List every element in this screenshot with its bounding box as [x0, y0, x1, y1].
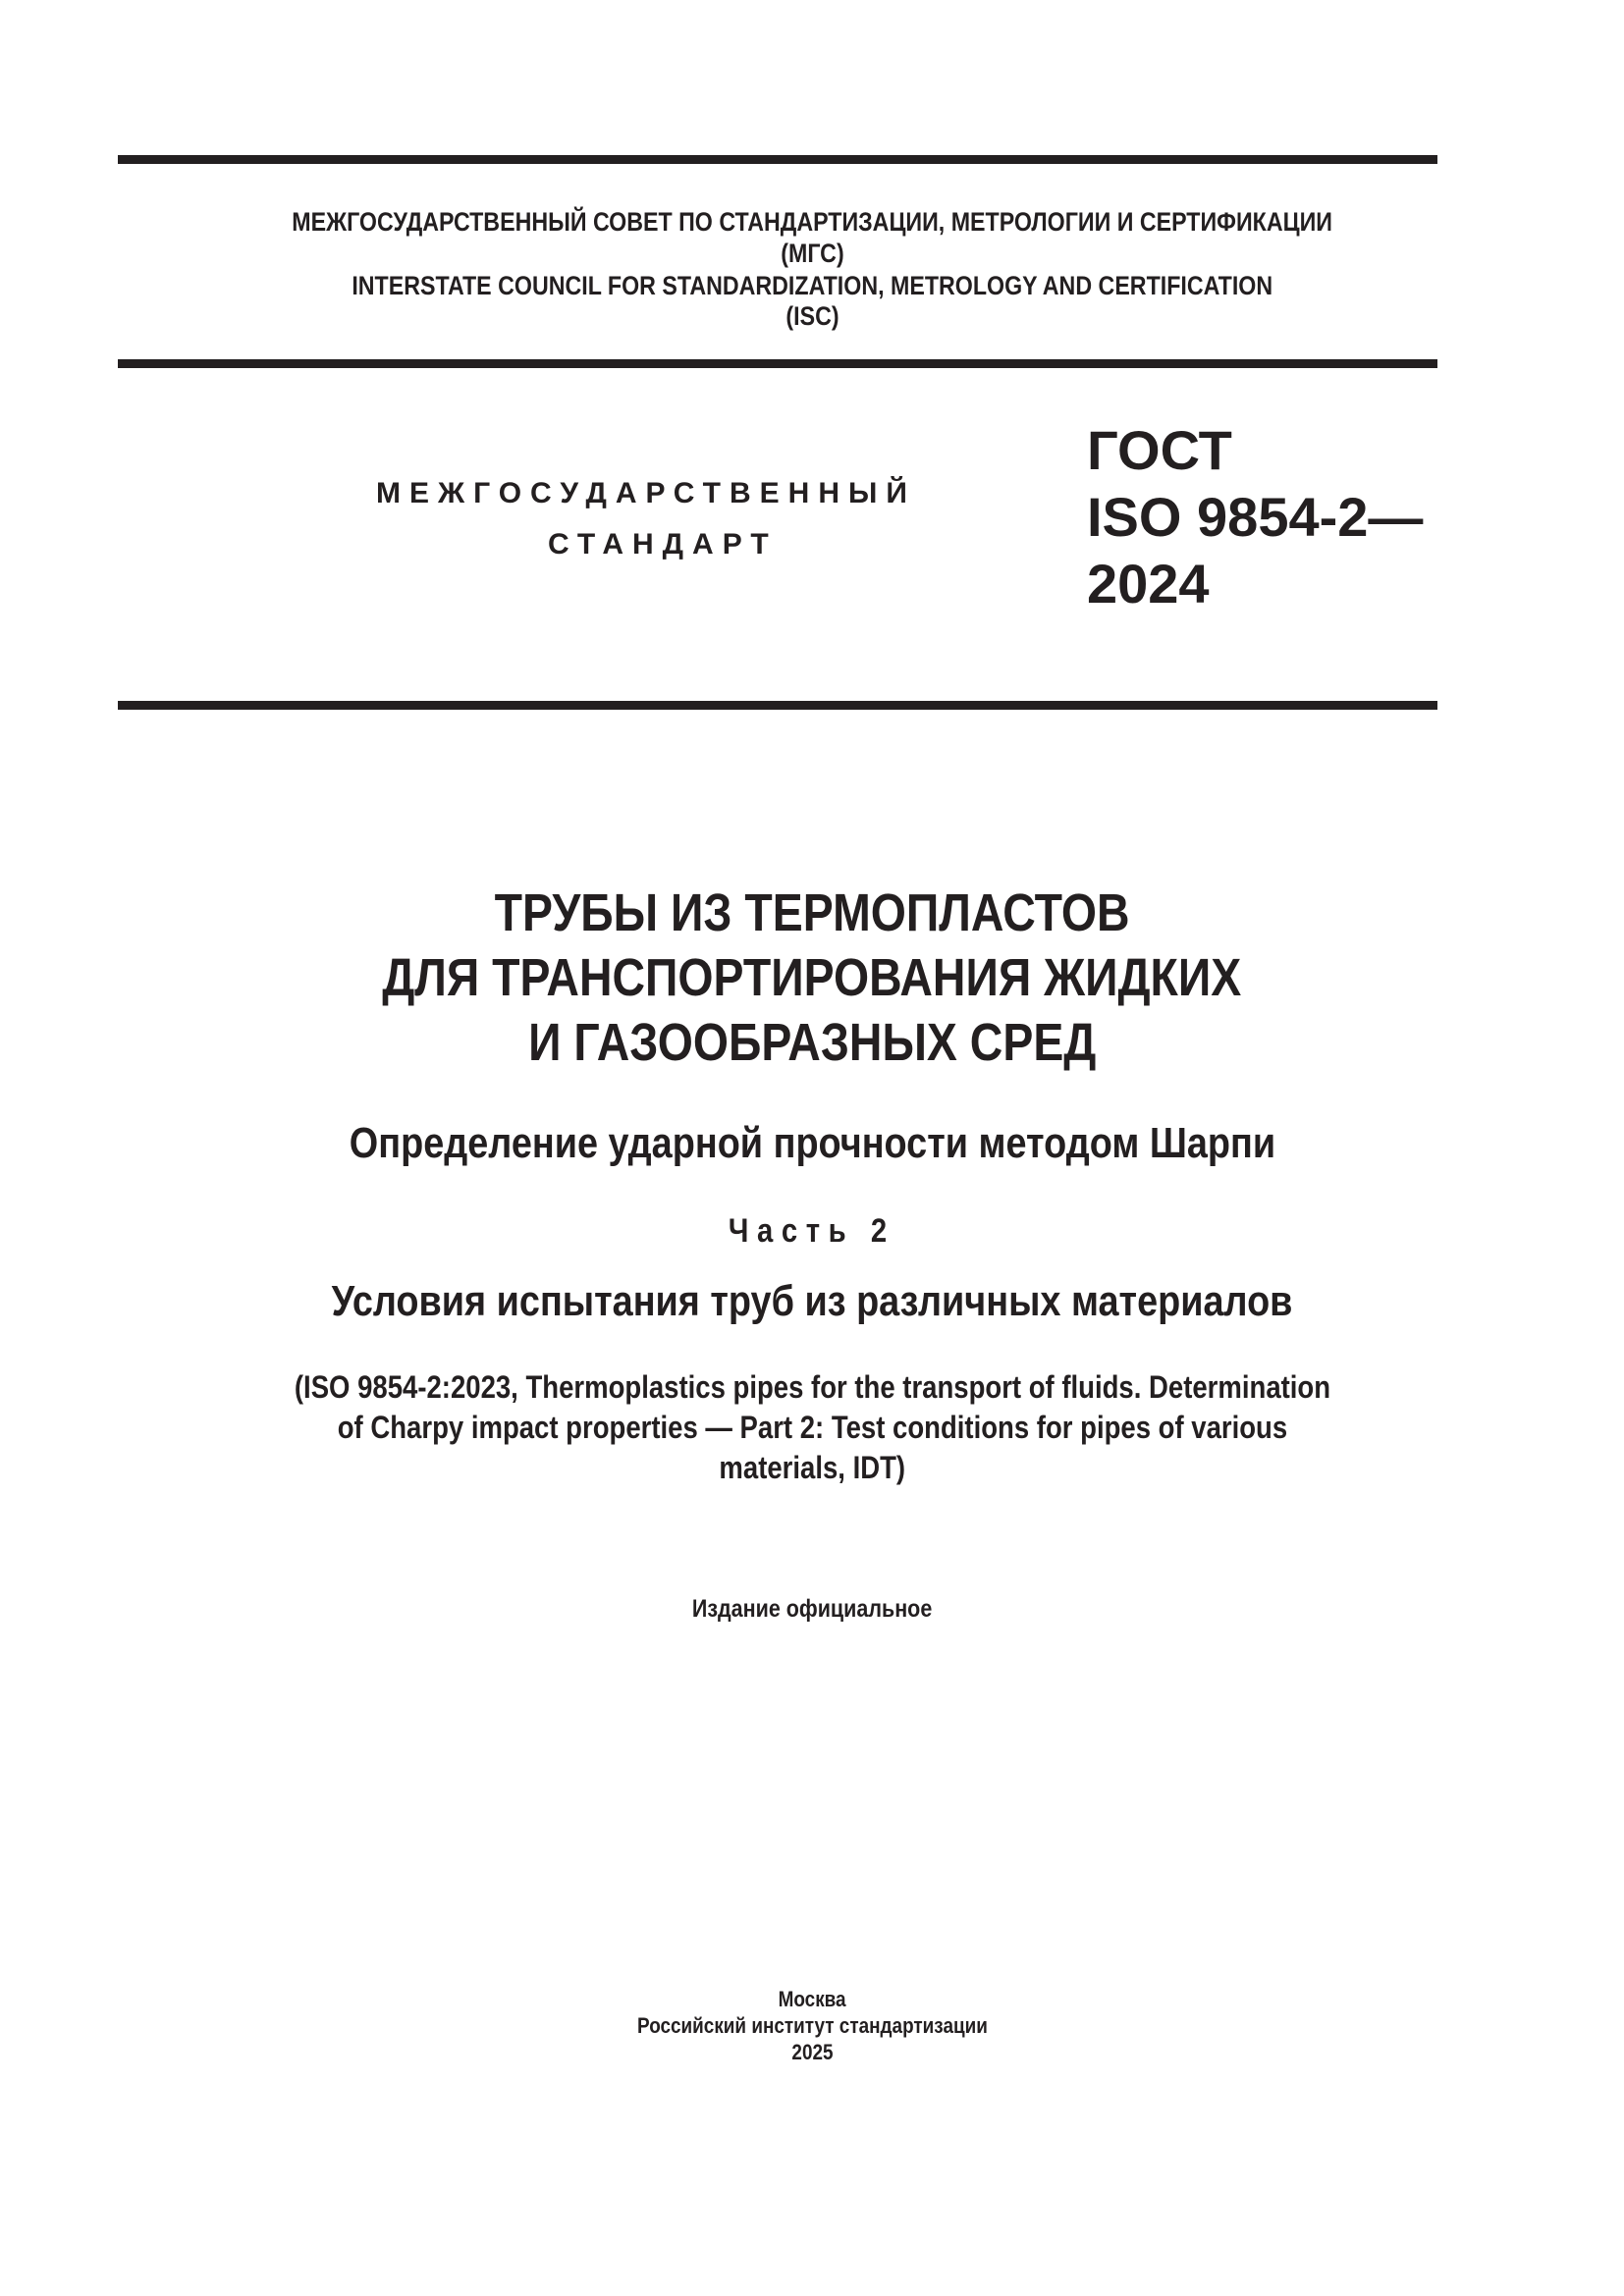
part-title: Условия испытания труб из различных материалов: [331, 1277, 1293, 1325]
code-line-1: ГОСТ: [1087, 419, 1232, 481]
council-en: INTERSTATE COUNCIL FOR STANDARDIZATION, METROLOGY AND CERTIFICATION: [352, 271, 1272, 300]
publisher-year: 2025: [790, 2040, 834, 2064]
publisher-city: Москва: [778, 1987, 846, 2011]
standard-code: [1087, 417, 1423, 617]
title-line-3: И ГАЗООБРАЗНЫХ СРЕД: [527, 1013, 1097, 1072]
iso-ref-3: materials, IDT): [719, 1450, 905, 1485]
part-number: Часть 2: [729, 1212, 895, 1250]
abbr-ru: (МГС): [780, 239, 844, 268]
code-line-2: ISO 9854-2—: [1087, 486, 1424, 548]
council-ru: МЕЖГОСУДАРСТВЕННЫЙ СОВЕТ ПО СТАНДАРТИЗАЦИИ, МЕТРОЛОГИИ И СЕРТИФИКАЦИИ: [292, 207, 1332, 237]
title-line-2: ДЛЯ ТРАНСПОРТИРОВАНИЯ ЖИДКИХ: [382, 948, 1242, 1007]
code-line-3: 2024: [1087, 553, 1210, 614]
standard-type-2: СТАНДАРТ: [548, 528, 778, 561]
publisher-name: Российский институт стандартизации: [636, 2013, 988, 2038]
iso-ref-2: of Charpy impact properties — Part 2: Test conditions for pipes of various: [337, 1410, 1287, 1445]
iso-ref-1: (ISO 9854-2:2023, Thermoplastics pipes for the transport of fluids. Determination: [294, 1369, 1330, 1405]
code-rule: [118, 701, 1437, 710]
subtitle: Определение ударной прочности методом Шарпи: [349, 1119, 1275, 1167]
title-line-1: ТРУБЫ ИЗ ТЕРМОПЛАСТОВ: [494, 883, 1130, 942]
edition: Издание официальное: [691, 1595, 933, 1623]
abbr-en: (ISC): [785, 301, 839, 331]
standard-type-1: МЕЖГОСУДАРСТВЕННЫЙ: [376, 477, 916, 509]
header-rule: [118, 359, 1437, 368]
top-rule: [118, 155, 1437, 164]
